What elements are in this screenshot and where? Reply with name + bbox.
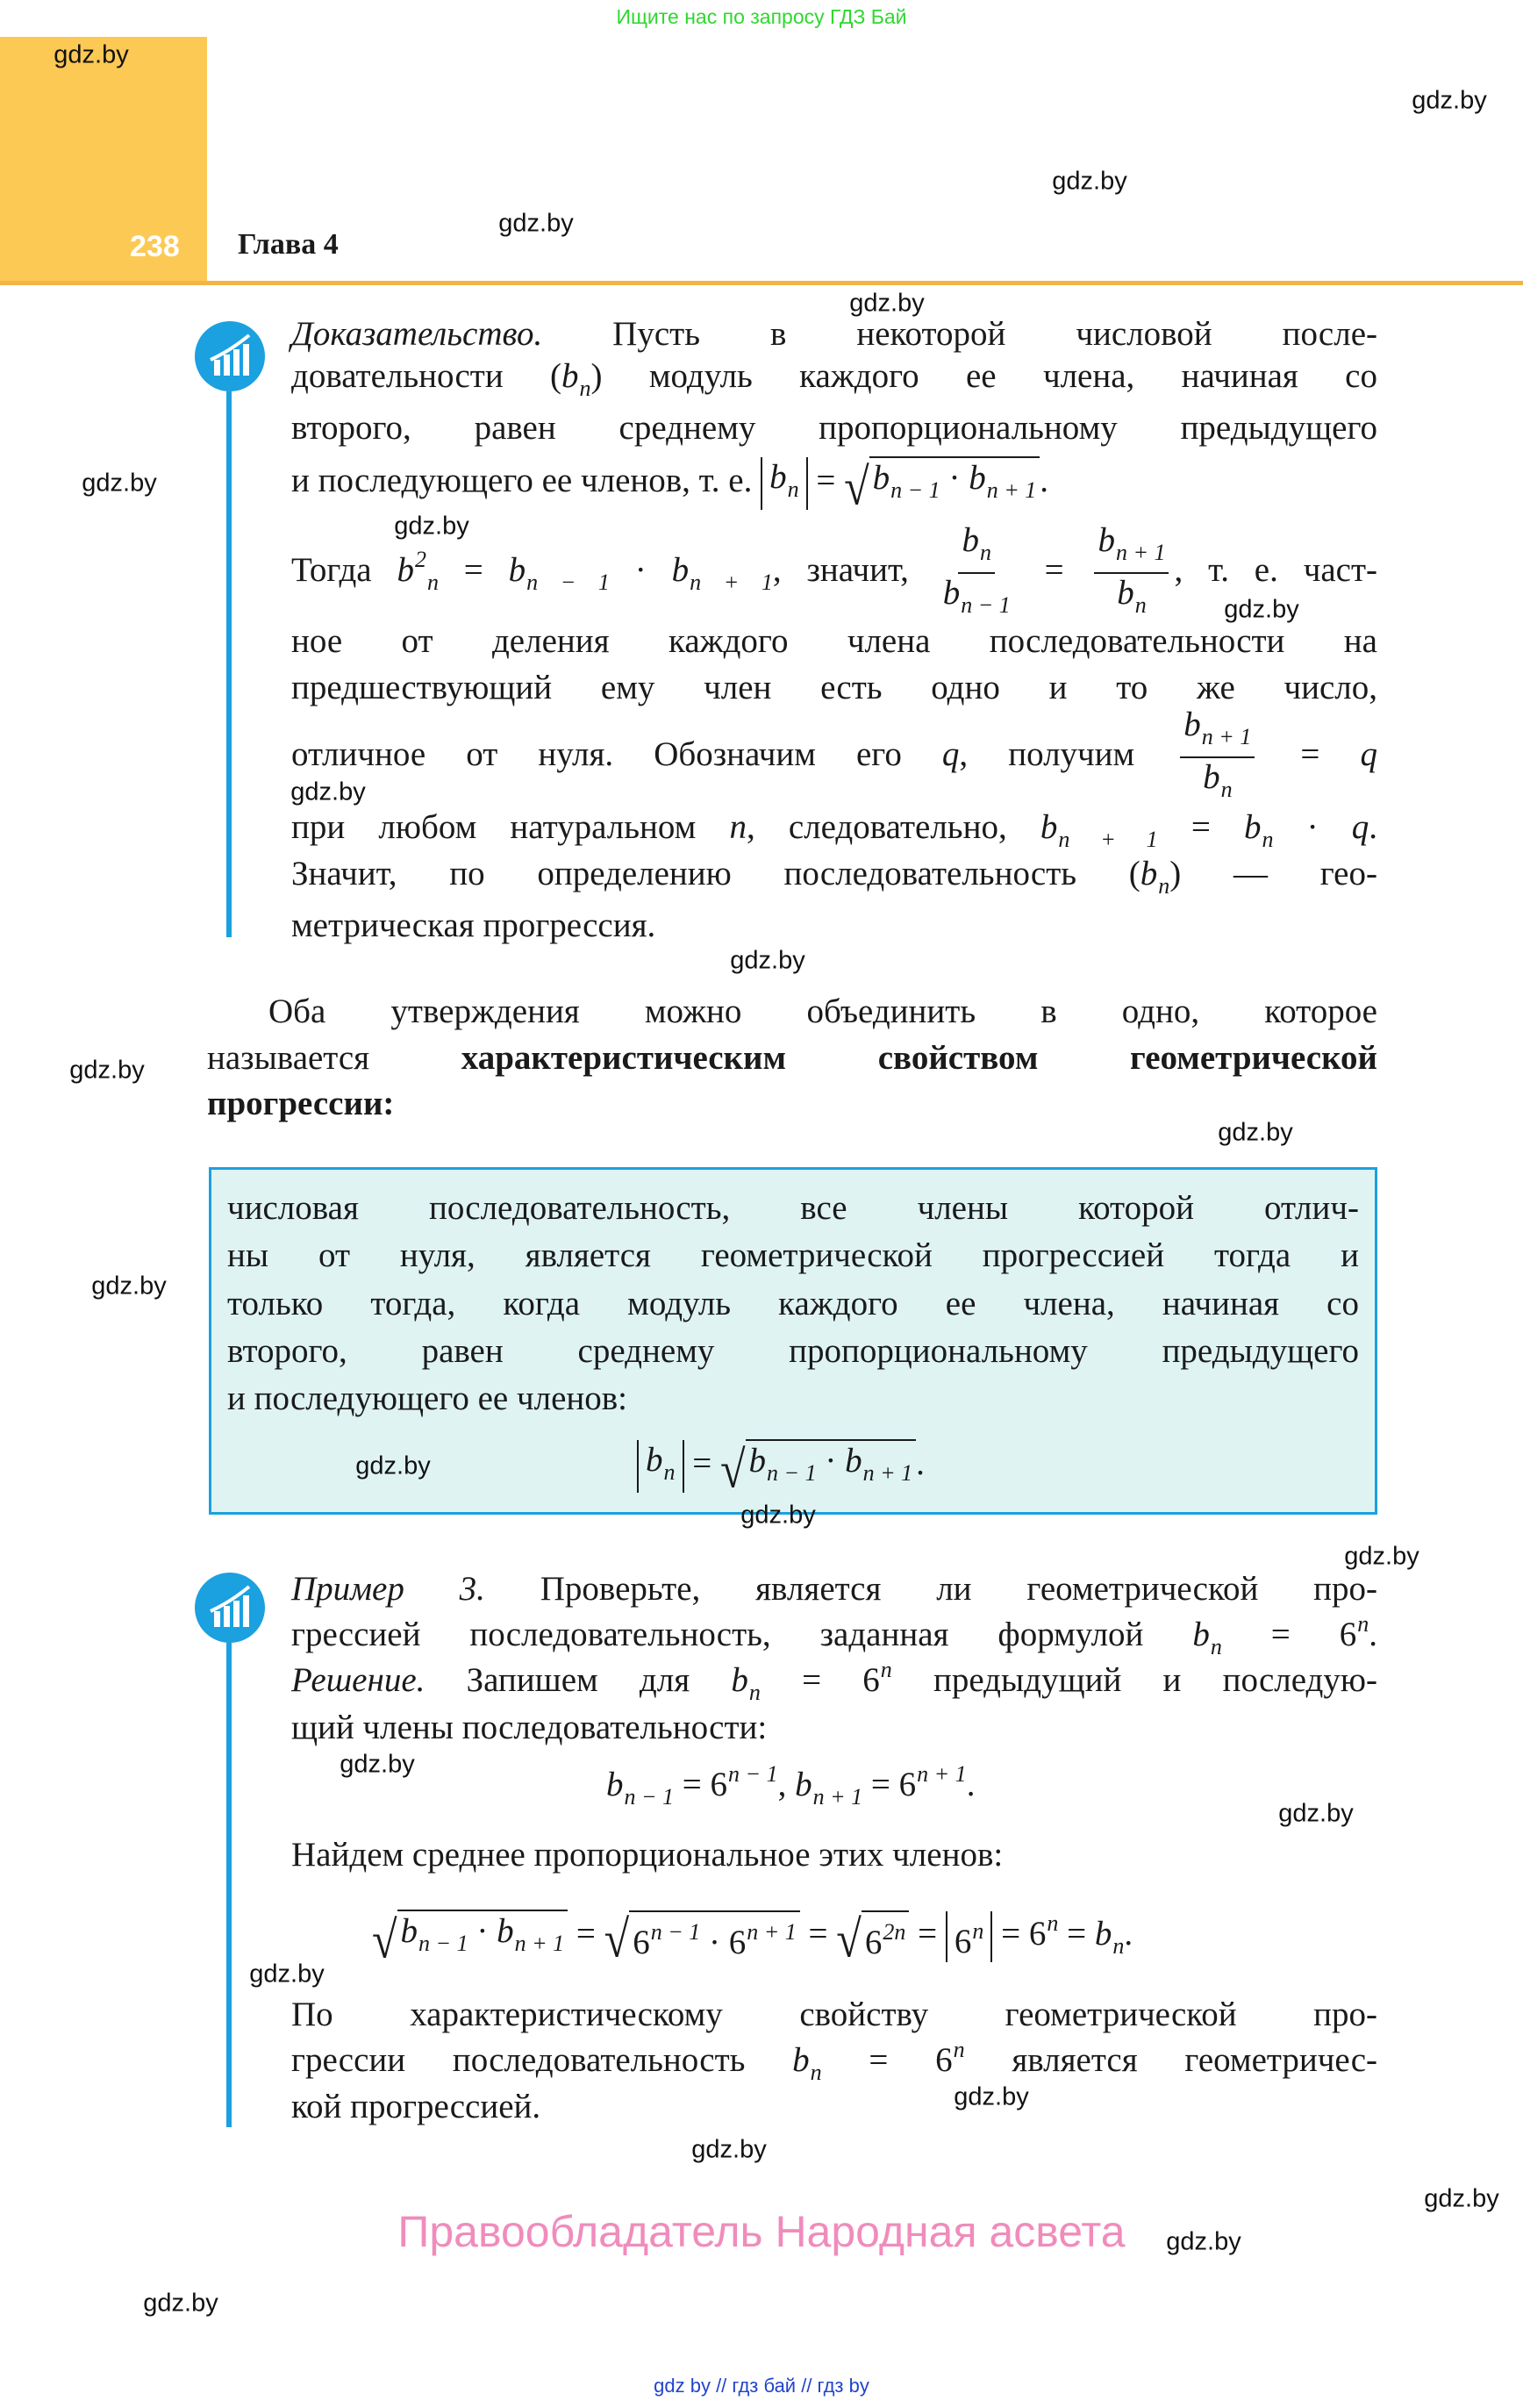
math-term	[1243, 808, 1274, 852]
text-run: является геометричес-	[964, 2041, 1377, 2079]
text-run: второго, равен среднему пропорциональному предыдущего	[227, 1332, 1359, 1370]
example-line	[291, 1832, 1003, 1878]
watermark-text: gdz.by	[730, 946, 805, 975]
math-term	[1352, 808, 1369, 846]
watermark-text: gdz.by	[1424, 2184, 1499, 2213]
text-run: ное от деления каждого члена последовательности на	[291, 622, 1377, 660]
math-base: b	[872, 459, 890, 497]
radical-sign: √	[720, 1441, 746, 1500]
property-box-line	[227, 1329, 1359, 1374]
radicand	[862, 1910, 910, 1963]
math-base: b	[1203, 758, 1220, 796]
text-run: ,	[777, 1766, 796, 1803]
math-subscript: n + 1	[986, 477, 1037, 503]
math-subscript: n − 1	[526, 569, 610, 595]
bold-term: прогрессии:	[207, 1085, 395, 1122]
math-base: b	[1094, 1915, 1112, 1953]
text-run: ·	[1273, 808, 1352, 846]
text-run: предыдущий и последую-	[891, 1661, 1378, 1699]
math-base: b	[795, 1766, 812, 1803]
math-base: b	[1183, 706, 1201, 743]
math-superscript: n	[953, 2037, 965, 2062]
math-subscript: n + 1	[1058, 827, 1158, 852]
math-term	[954, 1918, 984, 1961]
watermark-text: gdz.by	[691, 2135, 767, 2164]
radicand	[869, 456, 1040, 511]
math-term	[969, 459, 1037, 503]
text-run: =	[674, 1766, 711, 1803]
watermark-text: gdz.by	[355, 1451, 431, 1480]
math-term	[795, 1766, 863, 1810]
math-base: b	[1140, 855, 1158, 892]
math-subscript: n + 1	[690, 569, 773, 595]
text-run: .	[1369, 808, 1378, 846]
text-run: , следовательно,	[746, 808, 1040, 846]
proof-line	[291, 706, 1377, 809]
math-term	[862, 1657, 892, 1699]
text-run: .	[1369, 1616, 1377, 1653]
math-base: b	[397, 550, 414, 589]
math-base: b	[969, 459, 986, 497]
proof-line	[291, 456, 1048, 517]
watermark-text: gdz.by	[290, 778, 366, 806]
math-base: 6	[1339, 1616, 1357, 1653]
text-run: Значит, по определению последовательность (	[291, 855, 1140, 892]
text-run: =	[909, 1915, 946, 1953]
watermark-text: gdz.by	[1412, 86, 1487, 115]
square-root	[604, 1910, 800, 1969]
watermark-text: gdz.by	[82, 469, 157, 498]
math-subscript: n + 1	[514, 1931, 565, 1957]
math-subscript: n + 1	[812, 1784, 863, 1810]
radical-sign: √	[604, 1910, 630, 1969]
math-subscript: n − 1	[767, 1460, 817, 1486]
watermark-text: gdz.by	[1224, 595, 1299, 624]
statement-line	[268, 989, 1377, 1035]
proof-line	[291, 851, 1377, 909]
text-run: , значит,	[772, 550, 934, 589]
copyright-notice: Правообладатель Народная асвета	[397, 2207, 1126, 2256]
math-superscript: n	[880, 1657, 892, 1682]
fraction	[1094, 521, 1169, 625]
absolute-value	[946, 1911, 993, 1962]
math-subscript: n	[787, 477, 799, 502]
example-side-bar	[226, 1643, 232, 2127]
watermark-text: gdz.by	[1344, 1542, 1419, 1571]
square-root	[844, 456, 1040, 517]
math-base: b	[748, 1442, 767, 1480]
text-run: кой прогрессией.	[291, 2088, 541, 2125]
math-base: q	[1351, 808, 1369, 846]
math-base: b	[769, 458, 787, 496]
property-box-line	[227, 1281, 1359, 1327]
text-run: Тогда	[291, 550, 397, 589]
property-box-line	[227, 1233, 1359, 1279]
text-run: Запишем для	[425, 1661, 732, 1699]
proof-line	[291, 405, 1377, 451]
text-run: предшествующий ему член есть одно и то же число,	[291, 669, 1377, 706]
example-line	[291, 1705, 767, 1751]
text-run: Проверьте, является ли геометрической про-	[484, 1570, 1377, 1608]
text-run: .	[966, 1766, 976, 1803]
text-run: Пусть в некоторой числовой после-	[542, 315, 1377, 353]
text-run: отличное от нуля. Обозначим его	[291, 735, 942, 773]
math-base: n	[729, 808, 747, 846]
math-term	[1203, 758, 1233, 802]
watermark-text: gdz.by	[69, 1056, 145, 1085]
numerator	[1094, 521, 1169, 574]
math-term	[728, 1919, 797, 1962]
math-superscript: n	[1047, 1910, 1059, 1936]
text-run: =	[568, 1915, 604, 1953]
math-base: b	[1117, 574, 1134, 612]
denominator	[1113, 574, 1150, 625]
math-base: b	[400, 1912, 418, 1951]
text-run: щий члены последовательности:	[291, 1709, 768, 1746]
math-base: q	[1360, 735, 1377, 773]
math-superscript: n − 1	[650, 1919, 701, 1946]
text-run: , т. е. част-	[1174, 550, 1377, 589]
math-base: b	[497, 1912, 514, 1951]
math-term	[1361, 735, 1378, 773]
text-run: ·	[816, 1442, 846, 1480]
math-base: b	[508, 550, 526, 589]
denominator	[1199, 758, 1236, 809]
text-run: .	[1124, 1915, 1133, 1953]
math-base: 6	[898, 1766, 917, 1803]
absolute-value	[637, 1440, 684, 1493]
math-term	[508, 550, 610, 595]
chart-growth-icon	[195, 1573, 265, 1643]
italic-heading: Пример 3.	[291, 1570, 485, 1608]
radicand	[746, 1439, 917, 1494]
math-term	[935, 2037, 965, 2079]
math-superscript: n	[1357, 1611, 1369, 1637]
text-run: ны от нуля, является геометрической прогрессией тогда и	[227, 1236, 1359, 1274]
math-superscript: 2	[414, 546, 426, 572]
text-run: =	[1221, 1616, 1340, 1653]
radicand	[397, 1910, 568, 1964]
math-term	[1183, 706, 1252, 749]
watermark-text: gdz.by	[91, 1272, 167, 1301]
square-root	[720, 1439, 916, 1500]
radicand	[629, 1910, 800, 1963]
math-subscript: n	[663, 1459, 676, 1485]
watermark-text: gdz.by	[954, 2082, 1029, 2111]
italic-heading: Доказательство.	[291, 315, 543, 353]
math-base: b	[942, 574, 961, 612]
math-base: 6	[710, 1766, 728, 1803]
text-run: =	[438, 550, 509, 589]
example-line	[291, 2084, 540, 2130]
proof-line	[291, 665, 1377, 711]
header-divider	[0, 281, 1523, 285]
text-run: =	[760, 1661, 863, 1699]
property-box-line	[227, 1186, 1359, 1231]
text-run: метрическая прогрессия.	[291, 907, 656, 944]
text-run: довательности (	[291, 357, 562, 395]
math-term	[397, 546, 439, 595]
math-term	[606, 1766, 675, 1810]
math-subscript: n	[748, 1680, 761, 1705]
math-term	[845, 1442, 913, 1486]
proof-side-bar	[226, 391, 232, 937]
absolute-value	[761, 457, 808, 510]
math-superscript: n	[972, 1918, 984, 1945]
math-term	[633, 1919, 701, 1962]
math-base: b	[962, 521, 979, 559]
watermark-text: gdz.by	[498, 209, 574, 238]
numerator	[1180, 706, 1255, 758]
math-subscript: n − 1	[418, 1931, 468, 1957]
text-run: =	[1157, 808, 1244, 846]
proof-line	[291, 903, 655, 949]
math-subscript: n	[810, 2060, 822, 2085]
math-term	[1098, 521, 1166, 565]
text-run: =	[1260, 735, 1361, 773]
watermark-text: gdz.by	[1278, 1799, 1354, 1828]
math-term	[729, 808, 747, 846]
search-hint-banner: Ищите нас по запросу ГДЗ Бай	[616, 5, 907, 28]
math-term	[710, 1761, 778, 1803]
text-run: =	[1019, 550, 1090, 589]
example-line	[606, 1752, 975, 1820]
statement-line	[207, 1081, 394, 1127]
text-run: называется	[207, 1039, 461, 1077]
proof-line	[291, 619, 1377, 664]
text-run: ·	[940, 459, 969, 497]
math-term	[646, 1441, 676, 1485]
watermark-text: gdz.by	[143, 2289, 218, 2318]
text-run: и последующего ее членов:	[227, 1380, 628, 1417]
math-subscript: n − 1	[961, 592, 1011, 618]
math-base: b	[1098, 521, 1115, 559]
math-base: b	[792, 2041, 810, 2079]
text-run: ) — гео-	[1169, 855, 1377, 892]
text-run: =	[1058, 1915, 1095, 1953]
math-base: b	[606, 1766, 624, 1803]
math-term	[864, 1919, 906, 1962]
watermark-text: gdz.by	[1166, 2227, 1241, 2256]
statement-line	[207, 1036, 1377, 1081]
watermark-text: gdz.by	[394, 512, 469, 541]
page-number: 238	[130, 230, 180, 263]
radical-sign: √	[372, 1911, 397, 1970]
math-subscript: n	[579, 376, 591, 401]
fraction	[1180, 706, 1255, 809]
watermark-text: gdz.by	[249, 1960, 325, 1989]
math-subscript: n − 1	[624, 1784, 675, 1810]
property-box-line	[637, 1439, 925, 1500]
math-superscript: n + 1	[747, 1919, 797, 1946]
math-subscript: n	[979, 540, 991, 565]
math-base: 6	[728, 1924, 747, 1962]
text-run: =	[862, 1766, 899, 1803]
text-run: =	[683, 1444, 720, 1482]
property-box-line	[227, 1376, 627, 1422]
text-run: .	[1040, 461, 1048, 499]
math-superscript: n + 1	[917, 1761, 967, 1787]
watermark-text: gdz.by	[1052, 167, 1127, 196]
math-base: b	[646, 1441, 663, 1479]
math-subscript: n	[1134, 592, 1147, 618]
text-run: ) модуль каждого ее члена, начиная со	[590, 357, 1377, 395]
math-superscript: 2n	[883, 1919, 906, 1946]
math-term	[748, 1442, 817, 1486]
text-run: только тогда, когда модуль каждого ее члена, начиная со	[227, 1285, 1359, 1322]
math-base: 6	[935, 2041, 953, 2079]
math-term	[671, 550, 773, 595]
math-subscript: n + 1	[1201, 724, 1252, 749]
math-term	[1028, 1910, 1059, 1953]
math-superscript: n − 1	[728, 1761, 778, 1787]
math-base: b	[1192, 1616, 1210, 1653]
math-term	[792, 2041, 822, 2085]
watermark-text: gdz.by	[340, 1750, 415, 1779]
math-subscript: n − 1	[890, 477, 940, 503]
text-run: числовая последовательность, все члены которой отлич-	[227, 1189, 1359, 1227]
math-term	[769, 458, 799, 502]
radical-sign: √	[844, 458, 869, 517]
watermark-text: gdz.by	[1218, 1118, 1293, 1147]
denominator	[940, 574, 1014, 625]
text-run: .	[916, 1444, 925, 1482]
math-term	[942, 735, 960, 773]
text-run: ·	[609, 550, 672, 589]
math-term	[1040, 808, 1158, 852]
chapter-title: Глава 4	[238, 228, 339, 261]
square-root	[372, 1910, 568, 1970]
math-subscript: n	[1262, 827, 1274, 852]
math-term	[1117, 574, 1147, 618]
math-term	[731, 1661, 761, 1705]
numerator	[958, 521, 995, 574]
math-base: 6	[864, 1924, 883, 1962]
proof-line	[291, 312, 1377, 357]
math-term	[497, 1912, 565, 1957]
math-term	[1140, 855, 1170, 899]
math-base: 6	[954, 1923, 972, 1961]
text-run: ·	[700, 1924, 729, 1962]
text-run: грессии последовательность	[291, 2041, 793, 2079]
math-subscript: n + 1	[862, 1460, 913, 1486]
math-base: b	[561, 357, 579, 395]
math-base: b	[1243, 808, 1262, 846]
math-base: b	[731, 1661, 748, 1699]
math-subscript: n	[1158, 873, 1170, 899]
square-root	[836, 1910, 909, 1969]
math-subscript: n	[1112, 1933, 1125, 1959]
math-term	[962, 521, 991, 565]
math-term	[561, 357, 591, 401]
text-run: второго, равен среднему пропорциональному предыдущего	[291, 409, 1377, 447]
text-run: грессией последовательность, заданная формулой	[291, 1616, 1193, 1653]
math-base: b	[845, 1442, 862, 1480]
text-run: =	[821, 2041, 936, 2079]
text-run: Найдем среднее пропорциональное этих членов:	[291, 1836, 1004, 1874]
math-subscript: n + 1	[1115, 540, 1166, 565]
text-run: По характеристическому свойству геометрической про-	[291, 1996, 1377, 2033]
math-term	[1094, 1915, 1125, 1959]
italic-heading: Решение.	[291, 1661, 425, 1699]
text-run: Оба утверждения можно объединить в одно, которое	[268, 993, 1377, 1030]
watermark-text: gdz.by	[849, 289, 925, 318]
text-run: и последующего ее членов, т. е.	[291, 461, 762, 499]
math-base: q	[941, 735, 960, 773]
math-base: b	[671, 550, 690, 589]
text-run: при любом натуральном	[291, 808, 730, 846]
text-run: =	[799, 1915, 837, 1953]
footer-links: gdz by // гдз бай // гдз by	[654, 2375, 869, 2397]
text-run: =	[807, 461, 845, 499]
watermark-text: gdz.by	[54, 40, 129, 69]
chart-growth-icon	[195, 321, 265, 391]
math-subscript: n	[426, 569, 439, 595]
math-term	[942, 574, 1011, 618]
math-base: 6	[633, 1924, 650, 1962]
math-subscript: n	[1210, 1634, 1222, 1659]
bold-term: характеристическим свойством геометрической	[461, 1039, 1377, 1077]
watermark-text: gdz.by	[740, 1501, 816, 1530]
math-base: 6	[862, 1661, 880, 1699]
math-base: b	[1040, 808, 1058, 846]
proof-line	[291, 354, 1377, 412]
math-subscript: n	[1220, 777, 1233, 802]
text-run: =	[992, 1915, 1029, 1953]
example-line	[372, 1901, 1133, 1969]
math-term	[872, 459, 940, 503]
radical-sign: √	[836, 1910, 862, 1969]
text-run: ·	[468, 1912, 497, 1951]
math-base: 6	[1028, 1915, 1047, 1953]
math-term	[898, 1761, 967, 1803]
math-term	[400, 1912, 468, 1957]
text-run: , получим	[959, 735, 1176, 773]
fraction	[940, 521, 1014, 625]
